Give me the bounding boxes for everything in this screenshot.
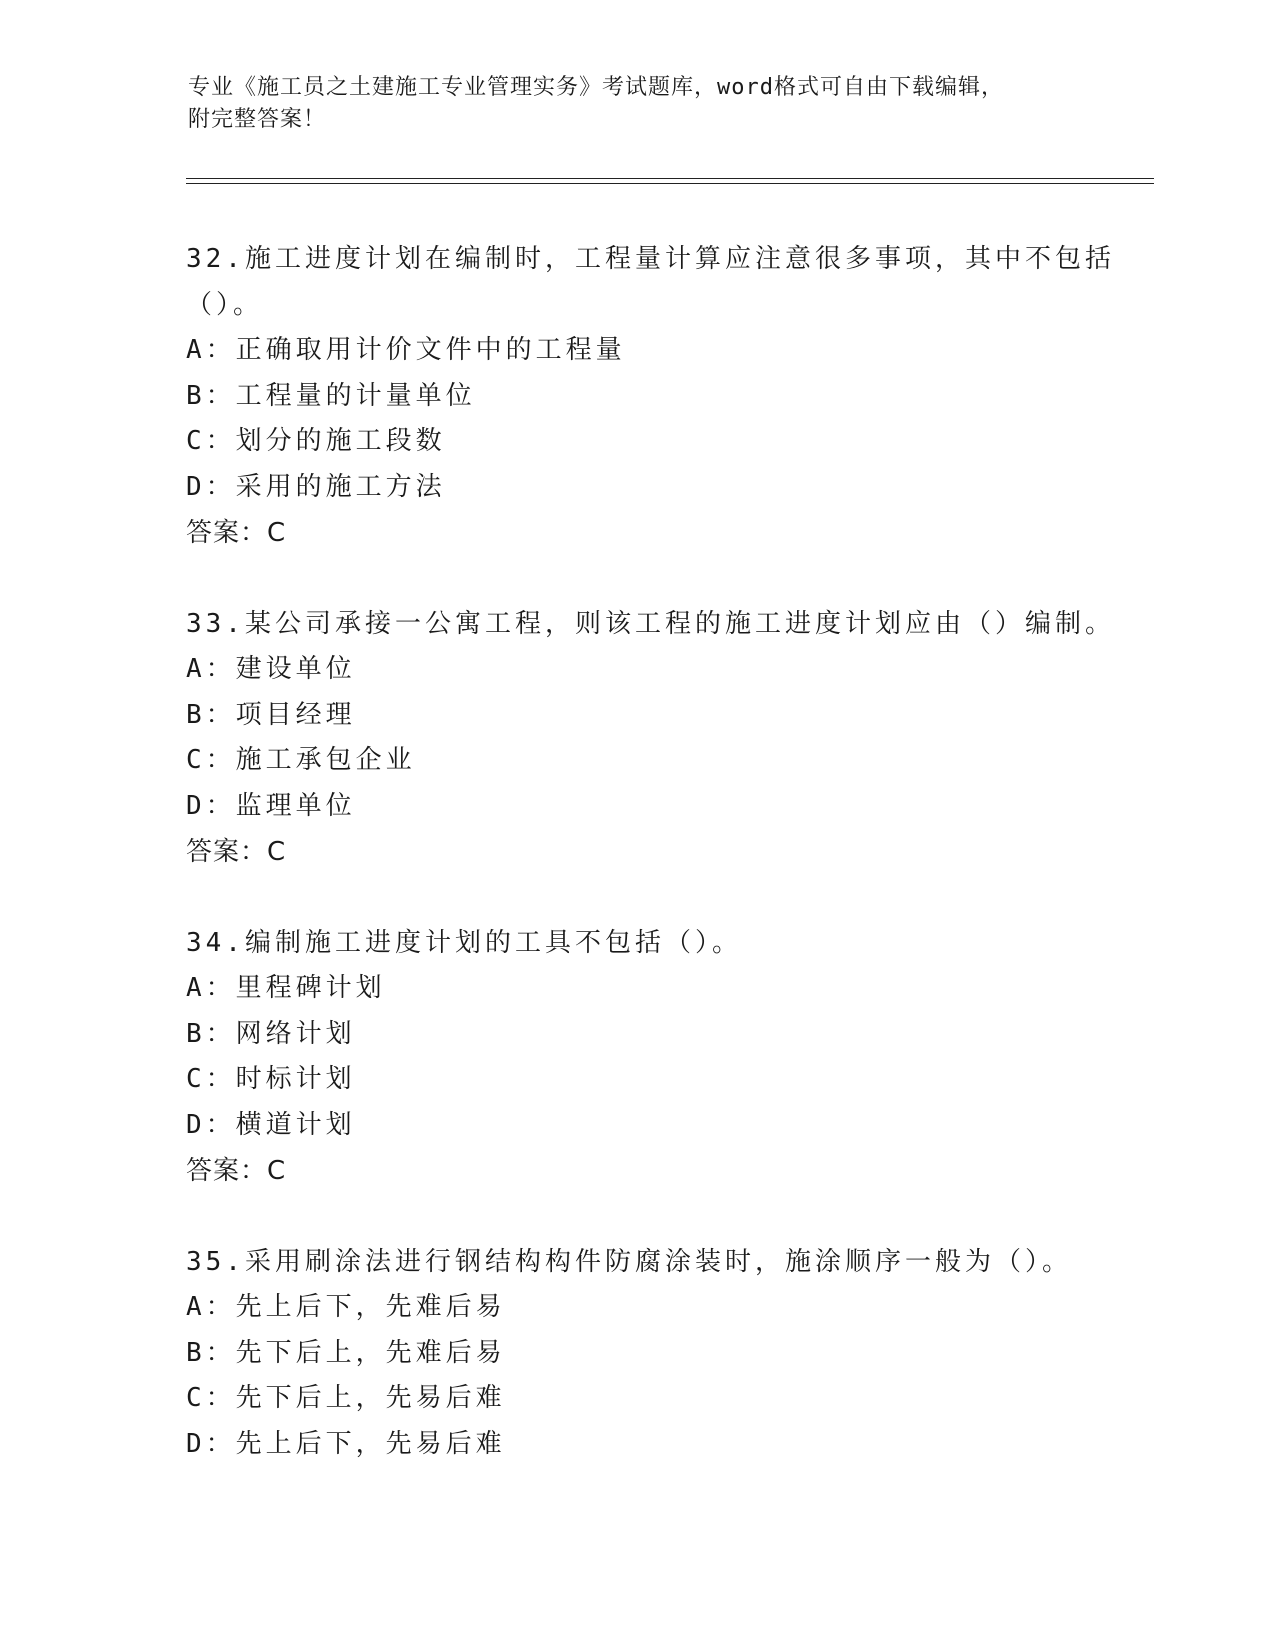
answer-line: 答案：C (186, 837, 287, 867)
option-c: C：划分的施工段数 (186, 426, 446, 456)
option-c: C：时标计划 (186, 1064, 356, 1094)
question-stem: 32.施工进度计划在编制时，工程量计算应注意很多事项，其中不包括（）。 (186, 244, 1115, 320)
header-line-2: 附完整答案！ (188, 107, 327, 132)
header-divider-top (186, 178, 1154, 179)
header-divider-bottom (186, 183, 1154, 184)
option-c: C：施工承包企业 (186, 745, 416, 775)
option-a: A：先上后下，先难后易 (186, 1292, 506, 1322)
answer-line: 答案：C (186, 518, 287, 548)
option-d: D：采用的施工方法 (186, 471, 446, 502)
option-d: D：横道计划 (186, 1109, 356, 1140)
option-c: C：先下后上，先易后难 (186, 1383, 506, 1413)
option-b: B：先下后上，先难后易 (186, 1337, 506, 1368)
option-a: A：建设单位 (186, 654, 356, 684)
question-32 (186, 236, 1146, 556)
question-35 (186, 1239, 1146, 1467)
option-d: D：先上后下，先易后难 (186, 1428, 506, 1459)
question-33 (186, 601, 1146, 875)
question-stem: 33.某公司承接一公寓工程，则该工程的施工进度计划应由（）编制。 (186, 609, 1115, 639)
document-header (188, 72, 1088, 136)
option-b: B：工程量的计量单位 (186, 380, 476, 411)
option-a: A：里程碑计划 (186, 973, 386, 1003)
header-line-1: 专业《施工员之土建施工专业管理实务》考试题库，word格式可自由下载编辑， (188, 75, 1004, 100)
question-stem: 34.编制施工进度计划的工具不包括（）。 (186, 928, 742, 958)
answer-line: 答案：C (186, 1156, 287, 1186)
option-b: B：项目经理 (186, 699, 356, 730)
question-list (186, 236, 1146, 1512)
option-b: B：网络计划 (186, 1018, 356, 1049)
option-d: D：监理单位 (186, 790, 356, 821)
option-a: A：正确取用计价文件中的工程量 (186, 335, 626, 365)
question-34 (186, 920, 1146, 1194)
question-stem: 35.采用刷涂法进行钢结构构件防腐涂装时，施涂顺序一般为（）。 (186, 1247, 1072, 1277)
